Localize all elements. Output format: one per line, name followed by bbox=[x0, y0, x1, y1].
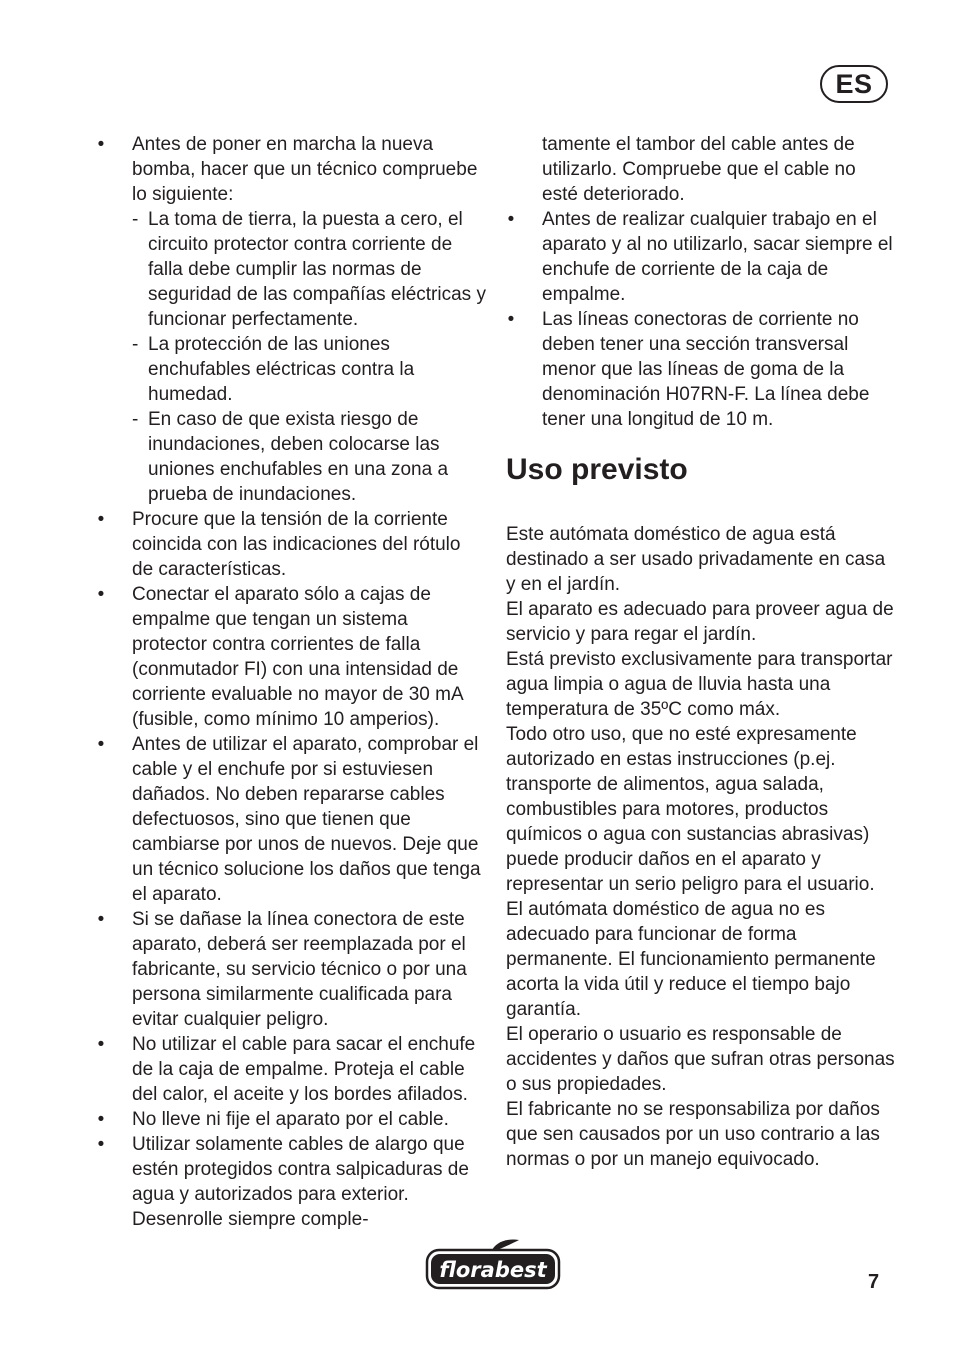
paragraph: Este autómata doméstico de agua está destinado a ser usado privadamente en casa y en el jardín. bbox=[506, 524, 886, 595]
bullet-icon: • bbox=[507, 209, 515, 230]
paragraph: Está previsto exclusivamente para transportar agua limpia o agua de lluvia hasta una temperatura de 35ºC como máx. bbox=[506, 649, 893, 720]
dash-icon: - bbox=[132, 334, 139, 355]
sub-list bbox=[132, 207, 486, 507]
bullet-icon: • bbox=[97, 584, 105, 605]
bullet-icon: • bbox=[507, 309, 515, 330]
paragraph: El aparato es adecuado para proveer agua de servicio y para regar el jardín. bbox=[506, 599, 894, 645]
bullet-icon: • bbox=[97, 134, 105, 155]
list-item: • Si se dañase la línea conectora de este aparato, deberá ser reemplazada por el fabricante, su servicio técnico o por una persona similarmente cualificada para evitar cualquier peligro. bbox=[97, 909, 467, 1030]
paragraph: El fabricante no se responsabiliza por daños que sen causados por un uso contrario a las normas o por un manejo equivocado. bbox=[506, 1099, 880, 1170]
list-item-text: Antes de poner en marcha la nueva bomba, hacer que un técnico compruebe lo siguiente: bbox=[132, 134, 478, 205]
list-item: • No lleve ni fije el aparato por el cable. bbox=[97, 1109, 449, 1130]
bullet-icon: • bbox=[97, 1034, 105, 1055]
sub-list-item: - En caso de que exista riesgo de inundaciones, deben colocarse las uniones enchufables en una zona a prueba de inundaciones. bbox=[132, 409, 449, 505]
florabest-logo bbox=[425, 1238, 561, 1290]
paragraph: El operario o usuario es responsable de accidentes y daños que sufran otras personas o sus propiedades. bbox=[506, 1024, 895, 1095]
list-item: • Conectar el aparato sólo a cajas de empalme que tengan un sistema protector contra corrientes de falla (conmutador FI) con una intensidad de corriente evaluable no mayor de 30 mA (fusible, como mínimo 10 amperios). bbox=[97, 584, 463, 730]
list-item: • Procure que la tensión de la corriente coincida con las indicaciones del rótulo de características. bbox=[97, 509, 461, 580]
sub-list-item: - La toma de tierra, la puesta a cero, el circuito protector contra corriente de falla debe cumplir las normas de seguridad de las compañías eléctricas y funcionar perfectamente. bbox=[132, 209, 486, 330]
page-number: 7 bbox=[868, 1271, 880, 1293]
dash-icon: - bbox=[132, 409, 139, 430]
bullet-icon: • bbox=[97, 1109, 105, 1130]
language-badge: ES bbox=[820, 65, 888, 103]
dash-icon: - bbox=[132, 209, 139, 230]
left-column bbox=[96, 132, 486, 1232]
intended-use-text bbox=[506, 522, 896, 1172]
paragraph: El autómata doméstico de agua no es adecuado para funcionar de forma permanente. El funcionamiento permanente acorta la vida útil y reduce el tiempo bajo garantía. bbox=[506, 899, 876, 1020]
bullet-icon: • bbox=[97, 509, 105, 530]
logo-text: florabest bbox=[439, 1258, 547, 1282]
sub-list-item: - La protección de las uniones enchufables eléctricas contra la humedad. bbox=[132, 334, 415, 405]
list-item: • No utilizar el cable para sacar el enchufe de la caja de empalme. Proteja el cable del calor, el aceite y los bordes afilados. bbox=[97, 1034, 476, 1105]
list-item bbox=[96, 132, 486, 507]
list-item: • Las líneas conectoras de corriente no deben tener una sección transversal menor que las líneas de goma de la denominación H07RN-F. La línea debe tener una longitud de 10 m. bbox=[507, 309, 870, 430]
bullet-icon: • bbox=[97, 734, 105, 755]
bullet-icon: • bbox=[97, 909, 105, 930]
list-item: • Antes de realizar cualquier trabajo en el aparato y al no utilizarlo, sacar siempre el enchufe de corriente de la caja de empalme. bbox=[507, 209, 893, 305]
safety-list bbox=[96, 132, 486, 1232]
right-column bbox=[506, 132, 896, 1172]
bullet-icon: • bbox=[97, 1134, 105, 1155]
section-title: Uso previsto bbox=[506, 453, 688, 486]
continued-text: tamente el tambor del cable antes de utilizarlo. Compruebe que el cable no esté deteriorado. bbox=[542, 134, 856, 205]
paragraph: Todo otro uso, que no esté expresamente autorizado en estas instrucciones (p.ej. transporte de alimentos, agua salada, combustibles para motores, productos químicos o agua con sustancias abrasivas) puede producir daños en el aparato y representar un serio peligro para el usuario. bbox=[506, 724, 875, 895]
list-item: • Antes de utilizar el aparato, comprobar el cable y el enchufe por si estuviesen dañados. No deben repararse cables defectuosos, sino que tienen que cambiarse por unos de nuevos. Deje que un técnico solucione los daños que tenga el aparato. bbox=[97, 734, 481, 905]
safety-list-continued bbox=[506, 207, 896, 432]
list-item: • Utilizar solamente cables de alargo que estén protegidos contra salpicaduras de agua y autorizados para exterior. Desenrolle siempre comple- bbox=[97, 1134, 469, 1230]
